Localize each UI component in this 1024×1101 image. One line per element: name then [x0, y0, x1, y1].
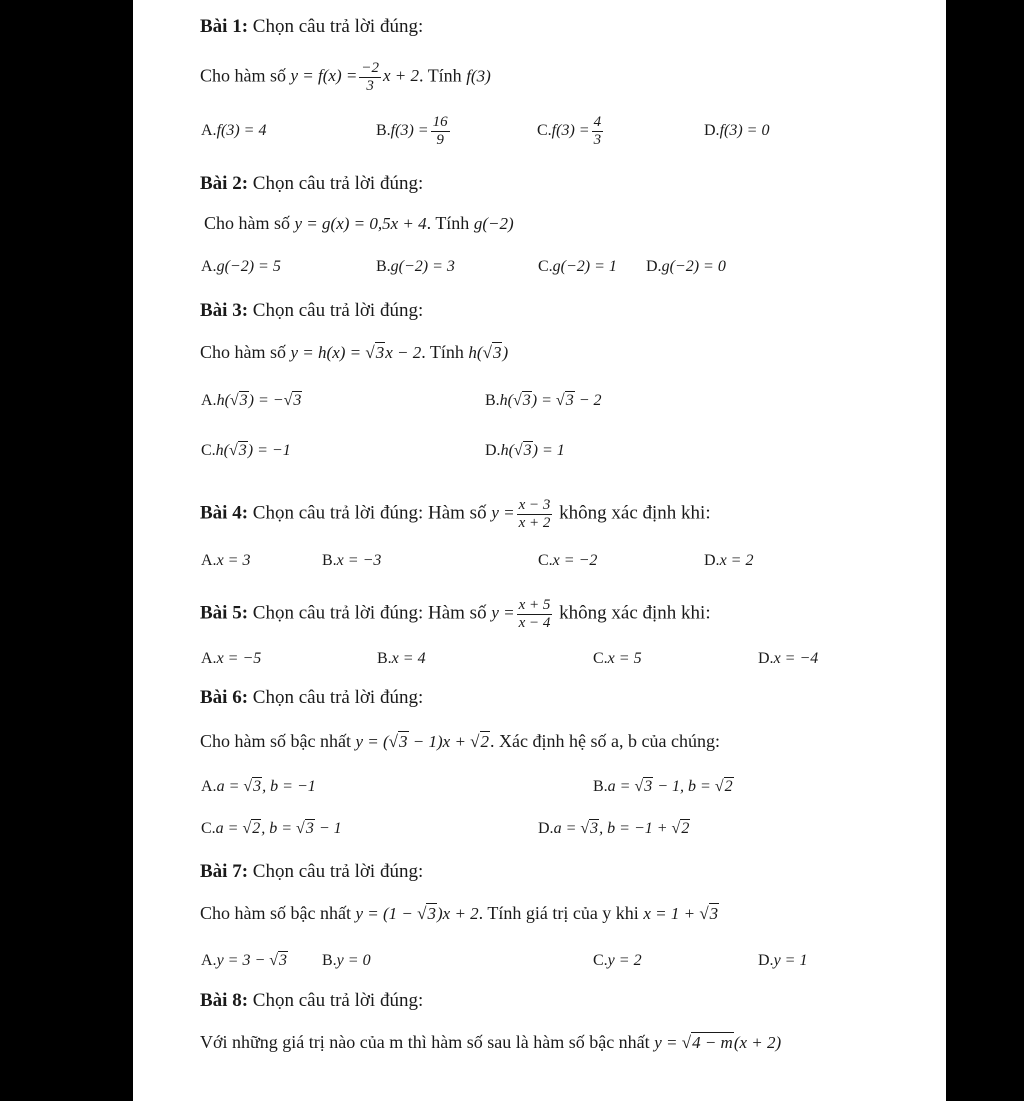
problem-6-option-c[interactable]: C.a = √2, b = √3 − 1	[201, 820, 342, 837]
problem-3-title	[200, 300, 423, 322]
problem-instruction: Chọn câu trả lời đúng:	[252, 861, 424, 882]
stem-target: f(3)	[466, 66, 491, 86]
problem-heading: Bài 1:	[200, 16, 249, 37]
problem-2-option-c[interactable]: C.g(−2) = 1	[538, 258, 617, 275]
problem-instruction: Chọn câu trả lời đúng:	[252, 990, 424, 1011]
problem-heading: Bài 5:	[200, 602, 249, 624]
problem-7-option-c[interactable]: C.y = 2	[593, 952, 642, 969]
problem-7-option-b[interactable]: B.y = 0	[322, 952, 371, 969]
problem-instruction: Chọn câu trả lời đúng: Hàm số	[252, 602, 487, 624]
problem-1-option-c[interactable]: C.f(3) = $\frac{4}{3}$	[537, 114, 602, 148]
problem-4-option-a[interactable]: A.x = 3	[201, 552, 251, 569]
fraction: $\frac{-2}{3}$	[361, 60, 379, 94]
worksheet-page	[133, 0, 946, 1101]
problem-heading: Bài 3:	[200, 300, 249, 321]
problem-3-option-b[interactable]: B.h(√3) = √3 − 2	[485, 392, 602, 409]
problem-8-title	[200, 990, 423, 1012]
problem-2-option-a[interactable]: A.g(−2) = 5	[201, 258, 281, 275]
problem-heading: Bài 7:	[200, 861, 249, 882]
problem-instruction: Chọn câu trả lời đúng:	[252, 173, 424, 194]
problem-3-option-c[interactable]: C.h(√3) = −1	[201, 442, 291, 459]
problem-2-title	[200, 173, 423, 195]
problem-6-title	[200, 687, 423, 709]
fraction: $\frac{x - 3}{x + 2}$	[518, 497, 551, 531]
problem-7-stem: Cho hàm số bậc nhất y = (1 − √3)x + 2. Tính giá trị của y khi x = 1 + √3	[200, 903, 719, 923]
problem-heading: Bài 4:	[200, 502, 249, 524]
problem-instruction: Chọn câu trả lời đúng:	[252, 687, 424, 708]
problem-3-option-a[interactable]: A.h(√3) = −√3	[201, 392, 302, 409]
problem-1-title	[200, 16, 423, 38]
problem-4-option-b[interactable]: B.x = −3	[322, 552, 382, 569]
problem-6-option-a[interactable]: A.a = √3, b = −1	[201, 778, 316, 795]
problem-instruction: Chọn câu trả lời đúng:	[252, 16, 424, 37]
problem-6-option-b[interactable]: B.a = √3 − 1, b = √2	[593, 778, 733, 795]
stem-after: . Tính	[419, 65, 462, 86]
stem-text: Cho hàm số	[200, 65, 287, 86]
problem-5-title: Bài 5: Chọn câu trả lời đúng: Hàm số y = $\frac{x + 5}{x - 4}$ không xác định khi:	[200, 597, 711, 631]
problem-2-option-b[interactable]: B.g(−2) = 3	[376, 258, 455, 275]
problem-4-option-c[interactable]: C.x = −2	[538, 552, 598, 569]
fraction: $\frac{x + 5}{x - 4}$	[518, 597, 551, 631]
problem-5-option-a[interactable]: A.x = −5	[201, 650, 262, 667]
problem-heading: Bài 6:	[200, 687, 249, 708]
problem-3-stem: Cho hàm số y = h(x) = √3x − 2. Tính h(√3)	[200, 342, 509, 362]
problem-1-option-b[interactable]: B.f(3) = $\frac{16}{9}$	[376, 114, 448, 148]
problem-heading: Bài 2:	[200, 173, 249, 194]
problem-5-option-c[interactable]: C.x = 5	[593, 650, 642, 667]
problem-1-stem	[200, 60, 491, 95]
problem-5-option-d[interactable]: D.x = −4	[758, 650, 819, 667]
problem-2-stem: Cho hàm số y = g(x) = 0,5x + 4. Tính g(−2)	[204, 213, 514, 233]
problem-2-option-d[interactable]: D.g(−2) = 0	[646, 258, 726, 275]
problem-4-option-d[interactable]: D.x = 2	[704, 552, 754, 569]
problem-6-option-d[interactable]: D.a = √3, b = −1 + √2	[538, 820, 690, 837]
problem-7-option-a[interactable]: A.y = 3 − √3	[201, 952, 288, 969]
problem-7-title	[200, 861, 423, 883]
problem-4-title: Bài 4: Chọn câu trả lời đúng: Hàm số y = $\frac{x - 3}{x + 2}$ không xác định khi:	[200, 497, 711, 531]
problem-1-option-a[interactable]: A.f(3) = 4	[201, 122, 267, 139]
problem-3-option-d[interactable]: D.h(√3) = 1	[485, 442, 565, 459]
problem-instruction: Chọn câu trả lời đúng: Hàm số	[252, 502, 487, 524]
problem-heading: Bài 8:	[200, 990, 249, 1011]
problem-instruction: Chọn câu trả lời đúng:	[252, 300, 424, 321]
stem-math: y = f(x) = $\frac{-2}{3}$ x + 2	[290, 60, 420, 94]
problem-7-option-d[interactable]: D.y = 1	[758, 952, 808, 969]
problem-5-option-b[interactable]: B.x = 4	[377, 650, 426, 667]
problem-1-option-d[interactable]: D.f(3) = 0	[704, 122, 770, 139]
problem-8-stem: Với những giá trị nào của m thì hàm số sau là hàm số bậc nhất y = √4 − m(x + 2)	[200, 1032, 782, 1052]
problem-6-stem: Cho hàm số bậc nhất y = (√3 − 1)x + √2. Xác định hệ số a, b của chúng:	[200, 731, 720, 751]
